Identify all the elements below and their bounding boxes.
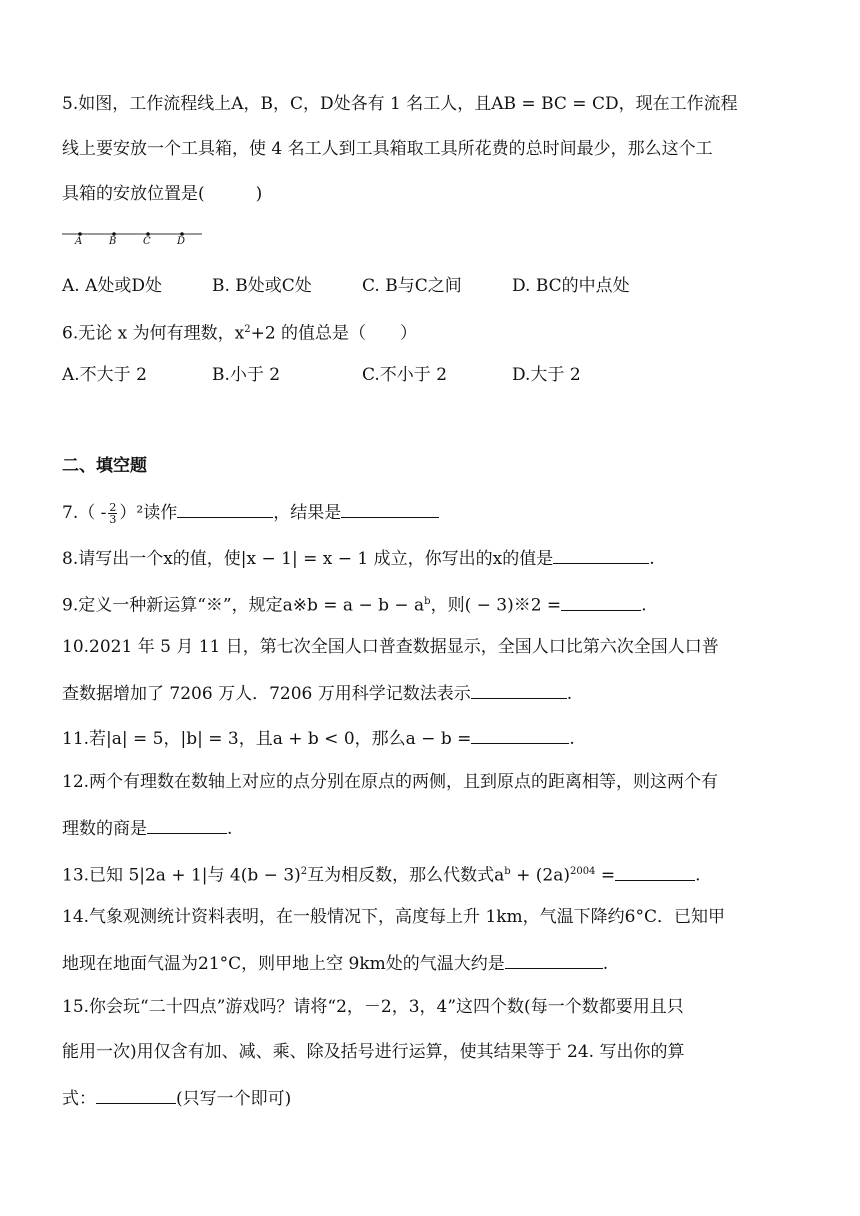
q10-text: 查数据增加了 7206 万人．7206 万用科学记数法表示 bbox=[62, 684, 471, 704]
q13-blank[interactable] bbox=[615, 862, 695, 881]
q7-fraction bbox=[108, 502, 117, 525]
q11-end: . bbox=[569, 729, 575, 749]
point-b-label: B bbox=[109, 236, 117, 247]
q13-exponent-1: 2 bbox=[300, 866, 308, 877]
q14-end: . bbox=[602, 954, 609, 974]
q5-line-3: 具箱的安放位置是( ) bbox=[62, 184, 263, 204]
q7-blank-1[interactable] bbox=[177, 499, 273, 518]
q6-option-b[interactable]: B.小于 2 bbox=[212, 365, 281, 385]
q13-text: 13.已知 5|2a + 1|与 4(b − 3) bbox=[62, 865, 301, 886]
q13-exponent-2: b bbox=[504, 866, 511, 877]
q12-line-1: 12.两个有理数在数轴上对应的点分别在原点的两侧，且到原点的距离相等，则这两个有 bbox=[62, 772, 719, 792]
q9-exponent: b bbox=[424, 596, 431, 607]
q13 bbox=[62, 860, 700, 888]
q6-text-tail: +2 的值总是（ ） bbox=[250, 323, 418, 344]
q5-option-b[interactable]: B. B处或C处 bbox=[212, 276, 312, 296]
q9-tail: ，则( − 3)※2 = bbox=[430, 595, 562, 616]
q10-blank[interactable] bbox=[471, 680, 567, 699]
q14-line-2 bbox=[62, 950, 608, 976]
q11 bbox=[62, 725, 575, 751]
q5-option-c[interactable]: C. B与C之间 bbox=[362, 276, 462, 296]
q15-text: 式： bbox=[62, 1089, 96, 1109]
q13-text-mid2: + (2a) bbox=[510, 865, 570, 886]
q12-blank[interactable] bbox=[147, 815, 227, 834]
q8-end: . bbox=[649, 549, 655, 569]
q5-line-2: 线上要安放一个工具箱，使 4 名工人到工具箱取工具所花费的总时间最少，那么这个工 bbox=[62, 139, 713, 159]
point-c-label: C bbox=[143, 236, 151, 247]
q15-line-2: 能用一次)用仅含有加、减、乘、除及括号进行运算，使其结果等于 24. 写出你的算 bbox=[62, 1042, 685, 1062]
point-d-label: D bbox=[177, 236, 186, 247]
q6-option-a[interactable]: A.不大于 2 bbox=[62, 365, 147, 385]
q14-blank[interactable] bbox=[505, 950, 603, 969]
q8-text: 8.请写出一个x的值，使|x − 1| = x − 1 成立，你写出的x的值是 bbox=[62, 549, 554, 569]
q6-stem bbox=[62, 318, 417, 346]
q7-numerator: 2 bbox=[109, 501, 117, 514]
q9-text: 9.定义一种新运算“※”，规定a※b = a − b − a bbox=[62, 595, 425, 616]
q6-text: 6.无论 x 为何有理数，x bbox=[62, 323, 245, 344]
q7-text: ）²读作 bbox=[119, 503, 178, 523]
q13-text-mid: 互为相反数，那么代数式a bbox=[307, 865, 505, 886]
q9-end: . bbox=[641, 595, 647, 616]
q7-blank-2[interactable] bbox=[341, 499, 439, 518]
q15-blank[interactable] bbox=[96, 1085, 176, 1104]
q10-line-1: 10.2021 年 5 月 11 日，第七次全国人口普查数据显示，全国人口比第六次全国人口普 bbox=[62, 637, 719, 657]
q13-exponent-3: 2004 bbox=[569, 866, 596, 877]
workflow-line-figure bbox=[62, 226, 204, 248]
section-2-title: 二、填空题 bbox=[62, 456, 147, 476]
q7-text-mid: ，结果是 bbox=[273, 503, 342, 523]
q10-line-2 bbox=[62, 680, 572, 706]
q5-option-a[interactable]: A. A处或D处 bbox=[62, 276, 162, 296]
q7-prefix: 7.（ - bbox=[62, 503, 107, 523]
q10-end: . bbox=[566, 684, 573, 704]
q14-text: 地现在地面气温为21°C，则甲地上空 9km处的气温大约是 bbox=[62, 954, 505, 974]
q12-line-2 bbox=[62, 815, 232, 841]
q7-denominator: 3 bbox=[109, 513, 117, 526]
q9 bbox=[62, 590, 647, 618]
q12-text: 理数的商是 bbox=[62, 819, 147, 839]
q5-option-d[interactable]: D. BC的中点处 bbox=[512, 276, 630, 296]
q15-tail: (只写一个即可) bbox=[176, 1089, 292, 1109]
q13-tail: = bbox=[595, 865, 616, 886]
q9-blank[interactable] bbox=[561, 592, 641, 611]
q12-end: . bbox=[227, 819, 233, 839]
q15-line-1: 15.你会玩“二十四点”游戏吗？请将“2，－2，3，4”这四个数(每一个数都要用且只 bbox=[62, 997, 684, 1017]
q15-line-3 bbox=[62, 1085, 291, 1111]
q6-option-d[interactable]: D.大于 2 bbox=[512, 365, 581, 385]
q7 bbox=[62, 499, 439, 525]
q13-end: . bbox=[695, 865, 701, 886]
q11-blank[interactable] bbox=[471, 725, 569, 744]
q11-text: 11.若|a| = 5，|b| = 3，且a + b < 0，那么a − b = bbox=[62, 729, 472, 749]
q6-option-c[interactable]: C.不小于 2 bbox=[362, 365, 448, 385]
q5-line-1: 5.如图，工作流程线上A，B，C，D处各有 1 名工人，且AB = BC = CD，现在工作流程 bbox=[62, 94, 738, 114]
q6-exponent: 2 bbox=[244, 324, 251, 335]
q8-blank[interactable] bbox=[553, 545, 649, 564]
q8 bbox=[62, 545, 655, 571]
q14-line-1: 14.气象观测统计资料表明，在一般情况下，高度每上升 1km，气温下降约6°C．已知甲 bbox=[62, 907, 725, 927]
point-a-label: A bbox=[75, 236, 83, 247]
